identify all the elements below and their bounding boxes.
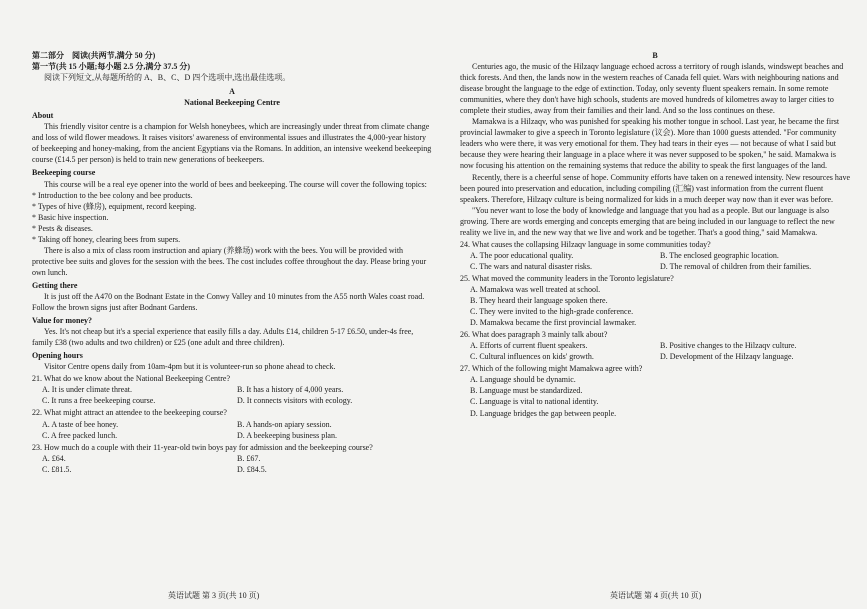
part-heading: 第二部分 阅读(共两节,满分 50 分) bbox=[32, 51, 156, 60]
question-stem: 27. Which of the following might Mamakwa agree with? bbox=[460, 364, 643, 374]
hours-heading: Opening hours bbox=[32, 351, 83, 361]
option-a[interactable]: A. Language should be dynamic. bbox=[470, 375, 576, 385]
option-c[interactable]: C. They were invited to the high-grade conference. bbox=[470, 307, 634, 317]
question-stem: 25. What moved the community leaders in the Toronto legislature? bbox=[460, 273, 674, 283]
passage-title: National Beekeeping Centre bbox=[184, 98, 280, 108]
option-b[interactable]: B. £67. bbox=[237, 453, 261, 463]
section-heading: 第一节(共 15 小题;每小题 2.5 分,满分 37.5 分) bbox=[32, 62, 190, 72]
option-c[interactable]: C. The wars and natural disaster risks. bbox=[470, 261, 593, 271]
question-27 bbox=[460, 363, 850, 418]
option-b[interactable]: B. The enclosed geographic location. bbox=[660, 250, 779, 260]
option-c[interactable]: C. £81.5. bbox=[42, 464, 72, 474]
about-text: This friendly visitor centre is a champion for Welsh honeybees, which are increasingly under threat from climate change and loss of wild flower meadows. It raises visitors' awareness of environmental issues and illustrates the 4,000-year history of beekeeping and honey-making, from the ancient Egyptians via the Romans. In addition, an intensive weekend beekeeping course (£14.5 per person) is held to train new generations of beekeepers. bbox=[32, 122, 432, 165]
option-d[interactable]: D. £84.5. bbox=[237, 464, 267, 474]
option-a[interactable]: A. A taste of bee honey. bbox=[42, 419, 119, 429]
paragraph: "You never want to lose the body of knowledge and language that you had as a people. But our language is also growing. There are words emerging and concepts emerging that are being included in our language to reflect the new reality we live in, and the new way that we live and work and be together. That's a good thing," said Mamakwa. bbox=[460, 205, 835, 237]
question-stem: 22. What might attract an attendee to the beekeeping course? bbox=[32, 408, 227, 418]
question-22 bbox=[32, 407, 432, 440]
option-b[interactable]: B. It has a history of 4,000 years. bbox=[237, 385, 344, 395]
value-text: Yes. It's not cheap but it's a special experience that easily fills a day. Adults £14, children 5-17 £6.50, under-4s free, family £38 (two adults and two children) or £25 (one adult and three children). bbox=[32, 327, 414, 348]
passage-letter: B bbox=[652, 51, 658, 60]
question-stem: 21. What do we know about the National Beekeeping Centre? bbox=[32, 374, 231, 384]
topic-item: * Introduction to the bee colony and bee products. bbox=[32, 190, 193, 200]
option-d[interactable]: D. A beekeeping business plan. bbox=[237, 430, 337, 440]
course-text: This course will be a real eye opener into the world of bees and beekeeping. The course will cover the following topics: bbox=[44, 179, 427, 189]
question-26 bbox=[460, 329, 850, 362]
paragraph: Centuries ago, the music of the Hilzaqv language echoed across a territory of rough islands, windswept beaches and thick forests. And then, the lands now in the western reaches of Canada fell quiet. Wars with neighbouring nations and disease brought the language to the edge of extinction. Today, only seventy fluent speakers remain. In some remote communities, where they don't have high schools, students are moved hundreds of kilometres away to larger cities to complete their studies, away from their families and their land. And so the loss continues on these. bbox=[460, 62, 844, 116]
question-25 bbox=[460, 273, 850, 328]
question-24 bbox=[460, 239, 850, 272]
option-c[interactable]: C. Language is vital to national identity. bbox=[470, 397, 599, 407]
option-a[interactable]: A. It is under climate threat. bbox=[42, 385, 132, 395]
question-21 bbox=[32, 373, 432, 406]
value-heading: Value for money? bbox=[32, 316, 92, 326]
topic-item: * Basic hive inspection. bbox=[32, 212, 109, 222]
option-c[interactable]: C. A free packed lunch. bbox=[42, 430, 118, 440]
course-text-2: There is also a mix of class room instruction and apiary (养蜂场) work with the bees. You will be provided with protective bee suits and gloves for the session with the bees. The cost includes coffee throughout the day. Please bring your own lunch. bbox=[32, 245, 427, 277]
topic-item: * Types of hive (蜂房), equipment, record keeping. bbox=[32, 201, 197, 211]
question-23 bbox=[32, 442, 432, 475]
option-d[interactable]: D. Language bridges the gap between people. bbox=[470, 408, 617, 418]
hours-text: Visitor Centre opens daily from 10am-4pm but it is volunteer-run so phone ahead to check. bbox=[44, 362, 336, 372]
getting-heading: Getting there bbox=[32, 280, 78, 290]
option-b[interactable]: B. Language must be standardized. bbox=[470, 386, 583, 396]
option-a[interactable]: A. £64. bbox=[42, 453, 66, 463]
question-stem: 26. What does paragraph 3 mainly talk about? bbox=[460, 330, 608, 340]
option-a[interactable]: A. Mamakwa was well treated at school. bbox=[470, 284, 601, 294]
page-footer-left: 英语试题 第 3 页(共 10 页) bbox=[168, 591, 260, 600]
topic-item: * Pests & diseases. bbox=[32, 223, 93, 233]
option-d[interactable]: D. The removal of children from their families. bbox=[660, 261, 812, 271]
option-b[interactable]: B. They heard their language spoken there. bbox=[470, 296, 608, 306]
instruction-text: 阅读下列短文,从每题所给的 A、B、C、D 四个选项中,选出最佳选项。 bbox=[44, 73, 291, 83]
option-d[interactable]: D. Mamakwa became the first provincial lawmaker. bbox=[470, 318, 637, 328]
paragraph: Mamakwa is a Hilzaqv, who was punished for speaking his mother tongue in school. Last year, he became the first provincial lawmaker to give a speech in Toronto legislature (议会). More than 1000 guests attended. "For community leaders who were there, it was very emotional for them. They had tears in their eyes — not because of what I said but because they were hearing their language in a place where it was never supposed to be spoken," he said. Mamakwa is now focusing his attention on the remaining systems that reduce the ability to speak the first languages of the land. bbox=[460, 117, 840, 171]
option-c[interactable]: C. Cultural influences on kids' growth. bbox=[470, 352, 594, 362]
option-b[interactable]: B. A hands-on apiary session. bbox=[237, 419, 332, 429]
option-d[interactable]: D. Development of the Hilzaqv language. bbox=[660, 352, 794, 362]
passage-letter: A bbox=[229, 87, 235, 97]
question-stem: 23. How much do a couple with their 11-year-old twin boys pay for admission and the beekeeping course? bbox=[32, 442, 373, 452]
option-d[interactable]: D. It connects visitors with ecology. bbox=[237, 396, 353, 406]
left-column bbox=[32, 50, 432, 475]
option-a[interactable]: A. The poor educational quality. bbox=[470, 250, 574, 260]
page-footer-right: 英语试题 第 4 页(共 10 页) bbox=[610, 591, 702, 600]
about-heading: About bbox=[32, 111, 54, 121]
topic-item: * Taking off honey, clearing bees from supers. bbox=[32, 234, 181, 244]
course-heading: Beekeeping course bbox=[32, 168, 96, 178]
option-c[interactable]: C. It runs a free beekeeping course. bbox=[42, 396, 156, 406]
right-column bbox=[460, 50, 850, 419]
getting-text: It is just off the A470 on the Bodnant Estate in the Conwy Valley and 10 minutes from the A55 north Wales coast road. Follow the brown signs just after Bodnant Gardens. bbox=[32, 291, 425, 313]
question-stem: 24. What causes the collapsing Hilzaqv language in some communities today? bbox=[460, 239, 711, 249]
option-a[interactable]: A. Efforts of current fluent speakers. bbox=[470, 341, 588, 351]
option-b[interactable]: B. Positive changes to the Hilzaqv culture. bbox=[660, 341, 797, 351]
paragraph: Recently, there is a cheerful sense of hope. Community efforts have taken on a renewed intensity. New resources have been poured into preservation and education, including compiling (汇编) vast information from the current fluent speakers. Therefore, Hilzaqv culture is being normalized for kids in a much deeper way now than it ever was before. bbox=[460, 172, 851, 204]
